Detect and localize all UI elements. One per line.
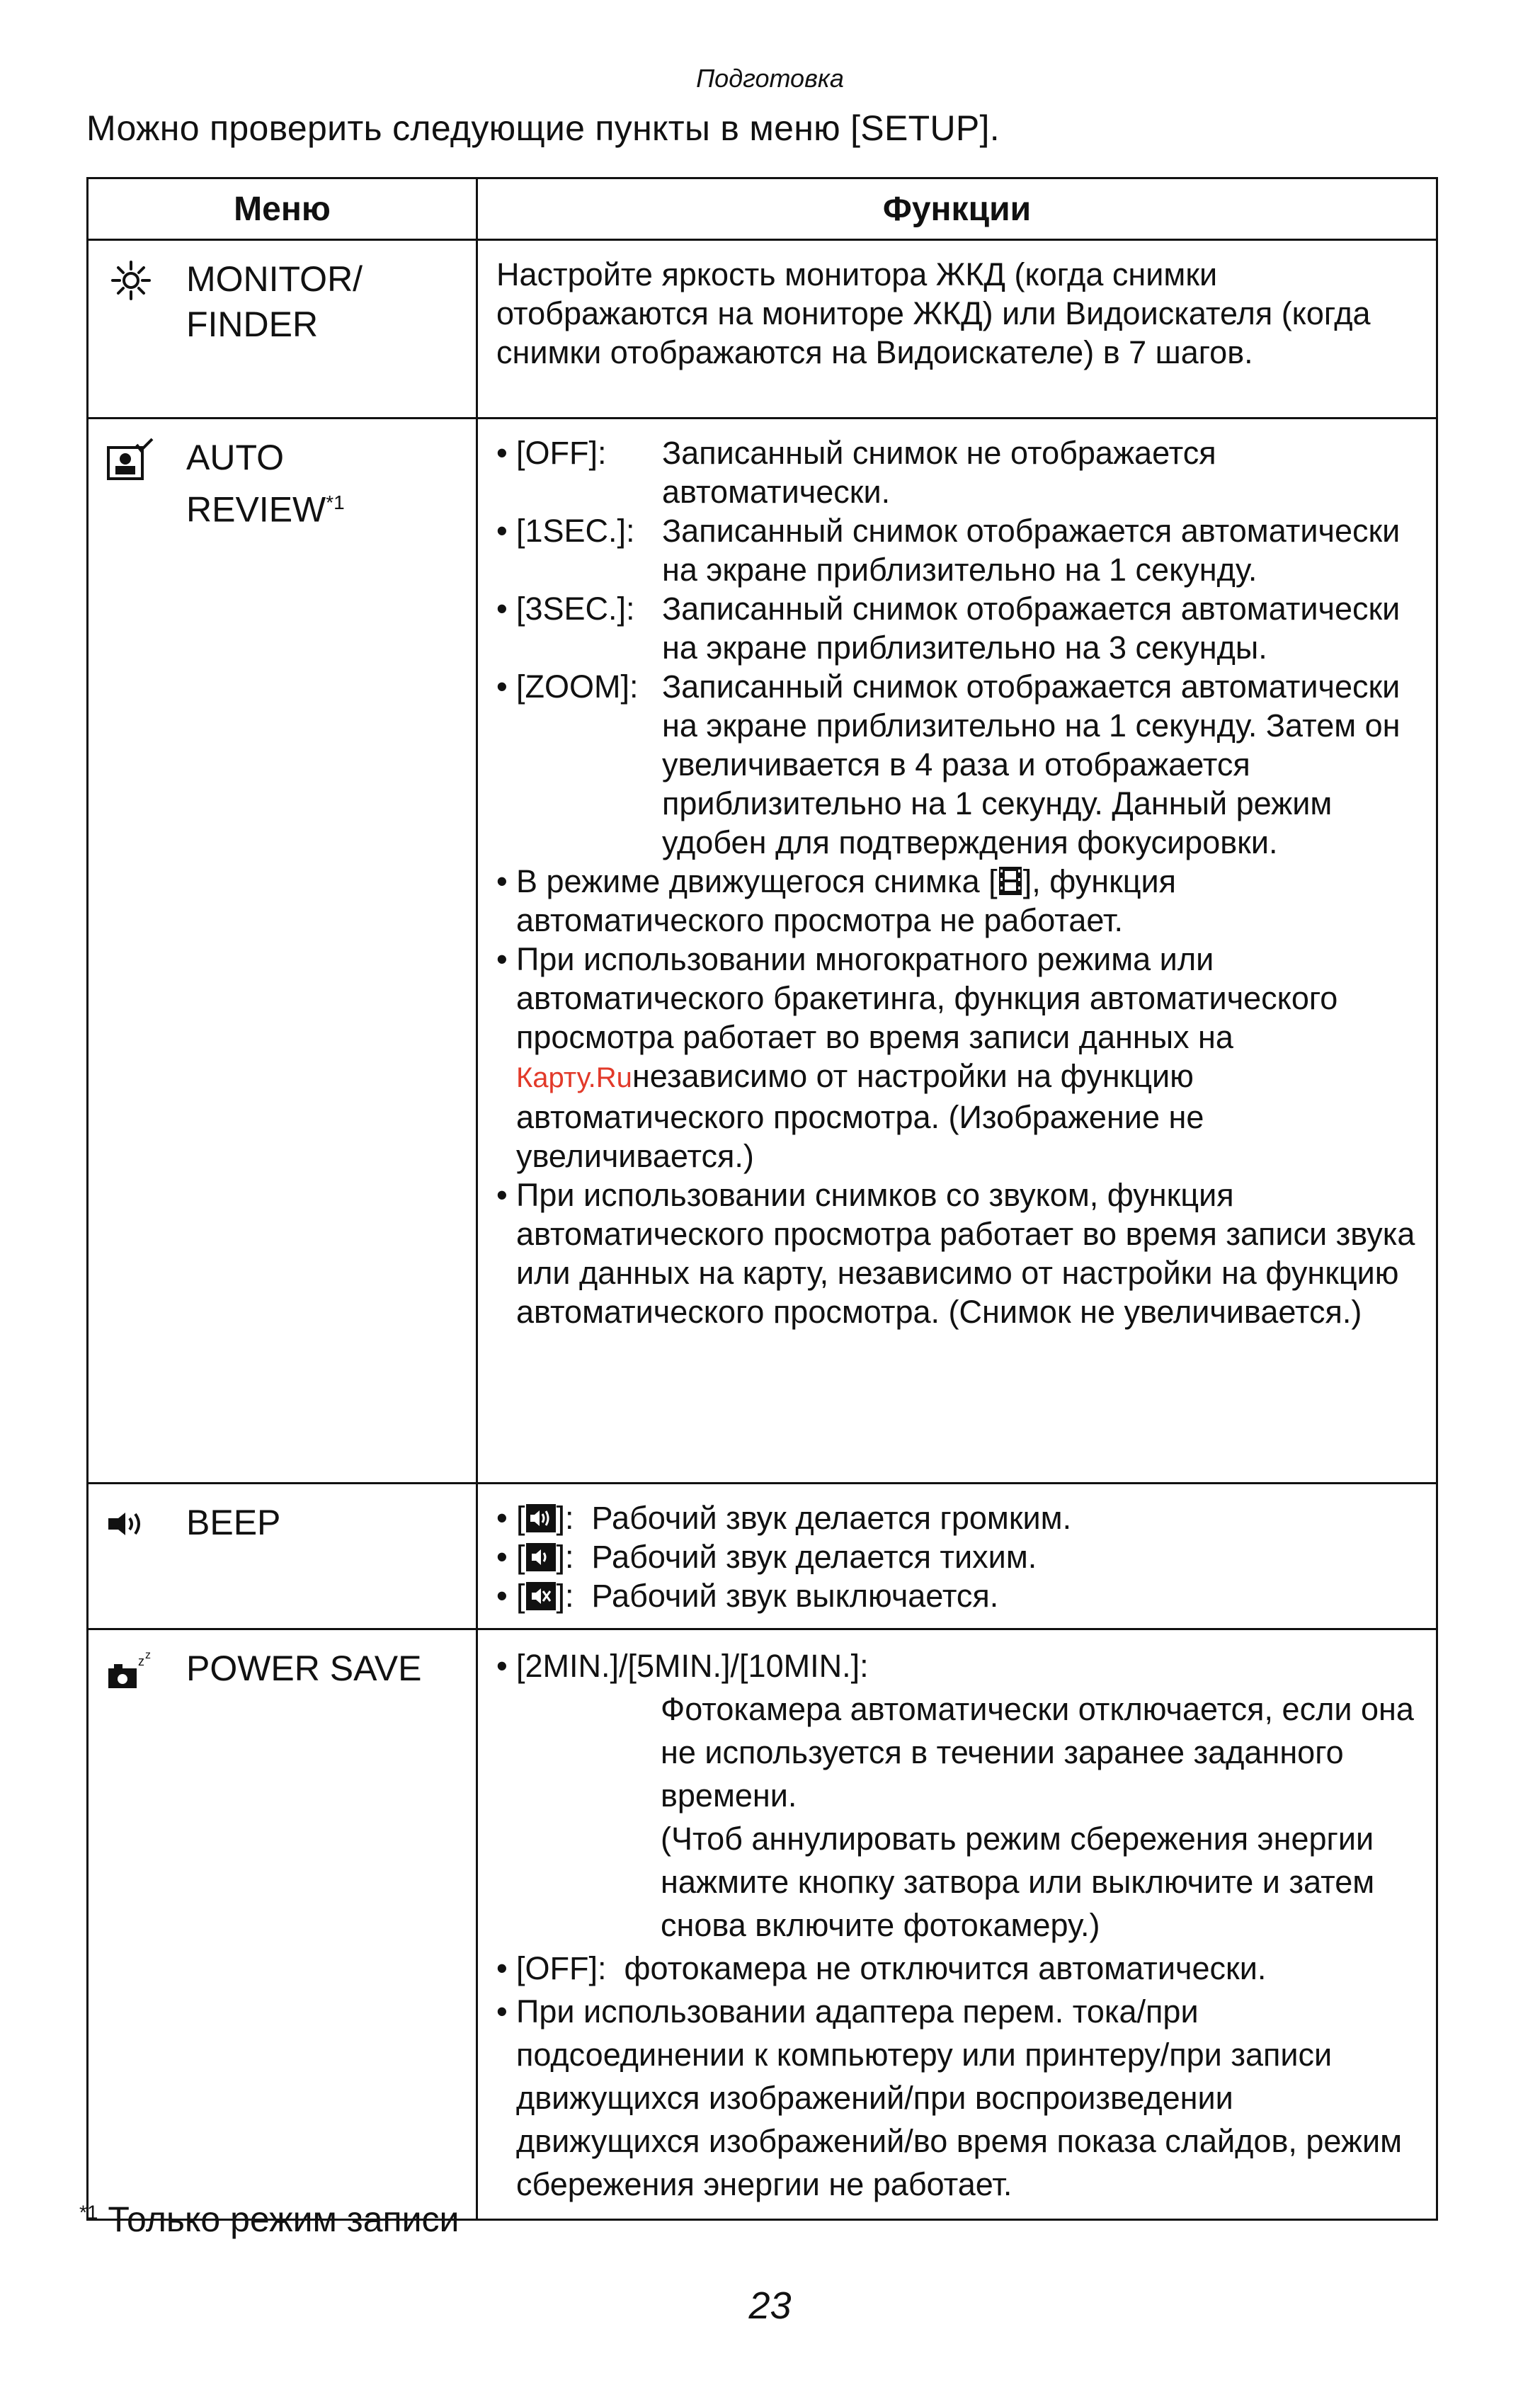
option-description: Рабочий звук выключается.: [591, 1578, 999, 1614]
option-key: [OFF]:: [516, 435, 607, 471]
function-cell-beep: [477, 1484, 1437, 1629]
table-header-row: [88, 178, 1437, 240]
footnote: [79, 2199, 459, 2240]
menu-cell-beep: [88, 1484, 477, 1629]
function-cell-monitor: [477, 240, 1437, 419]
brightness-sun-icon: [104, 259, 158, 304]
section-header: Подготовка: [696, 64, 844, 93]
setup-menu-table: [86, 177, 1438, 2221]
footnote-mark: *1: [79, 2201, 98, 2224]
option-description: Фотокамера автоматически отключается, если она не используется в течении заранее заданного времени.: [661, 1691, 1414, 1814]
note-burst-mode: • При использовании многократного режима или автоматического бракетинга, функция автоматического просмотра работает во время записи данных на Карту.Ruнезависимо от настройки на функцию автоматического просмотра. (Изображение не увеличивается.): [496, 941, 1338, 1174]
note-text: При использовании многократного режима или автоматического бракетинга, функция автоматического просмотра работает во время записи данных на: [516, 941, 1338, 1055]
menu-label-finder: FINDER: [186, 304, 319, 344]
menu-label-review: REVIEW: [186, 489, 326, 530]
speaker-volume-icon: [104, 1503, 158, 1548]
footnote-text: Только режим записи: [108, 2199, 460, 2239]
svg-text:z: z: [145, 1649, 151, 1661]
note-text: При использовании адаптера перем. тока/при подсоединении к компьютеру или принтеру/при записи движущихся изображений/при воспроизведении движущихся изображений/во время показа слайдов, режим сбережения энергии не работает.: [516, 1993, 1403, 2202]
footnote-reference: *1: [326, 491, 345, 513]
table-row-auto-review: [88, 419, 1437, 1484]
option-description: (Чтоб аннулировать режим сбережения энергии нажмите кнопку затвора или выключите и затем снова включите фотокамеру.): [661, 1821, 1375, 1943]
option-key: [1SEC.]:: [516, 513, 635, 549]
monitor-description: Настройте яркость монитора ЖКД (когда снимки отображаются на мониторе ЖКД) или Видоискателя (когда снимки отображаются на Видоискателе) в 7 шагов.: [496, 256, 1371, 370]
option-minutes: • [2MIN.]/[5MIN.]/[10MIN.]:: [496, 1644, 1423, 1687]
option-description: Записанный снимок отображается автоматически на экране приблизительно на 3 секунды.: [662, 591, 1401, 666]
option-off: • [OFF]: Записанный снимок не отображается автоматически.: [496, 433, 1423, 511]
menu-cell-power-save: [88, 1629, 477, 2220]
table-row-power-save: [88, 1629, 1437, 2220]
table-row-beep: [88, 1484, 1437, 1629]
option-key: [3SEC.]:: [516, 591, 635, 627]
watermark: Карту.Ru: [516, 1062, 632, 1093]
speaker-quiet-icon: [525, 1542, 557, 1572]
option-description: Записанный снимок отображается автоматически на экране приблизительно на 1 секунду.: [662, 513, 1401, 588]
svg-text:z: z: [138, 1654, 144, 1668]
column-header-functions: Функции: [477, 178, 1437, 240]
menu-label-power-save: POWER SAVE: [186, 1649, 422, 1688]
column-header-menu: Меню: [88, 178, 477, 240]
note-text: независимо от настройки на функцию автоматического просмотра. (Изображение не увеличивается.): [516, 1058, 1204, 1174]
option-zoom: • [ZOOM]: Записанный снимок отображается автоматически на экране приблизительно на 1 секунду. Затем он увеличивается в 4 раза и отображается приблизительно на 1 секунду. Данный режим удобен для подтверждения фокусировки.: [496, 667, 1423, 862]
page-number: 23: [748, 2284, 792, 2327]
option-description: Рабочий звук делается тихим.: [591, 1539, 1037, 1575]
camera-sleep-icon: [104, 1649, 158, 1694]
option-3sec: • [3SEC.]: Записанный снимок отображается автоматически на экране приблизительно на 3 секунды.: [496, 589, 1423, 667]
menu-label-beep: BEEP: [186, 1503, 281, 1542]
function-cell-auto-review: [477, 419, 1437, 1484]
speaker-mute-icon: [525, 1581, 557, 1611]
option-off: • [OFF]: фотокамера не отключится автоматически.: [496, 1950, 1267, 1986]
option-beep-off: • [ ]: Рабочий звук выключается.: [496, 1578, 999, 1614]
option-description: фотокамера не отключится автоматически.: [624, 1950, 1267, 1986]
menu-label-monitor: MONITOR/: [186, 259, 363, 299]
menu-label-auto: AUTO: [186, 438, 284, 477]
menu-cell-auto-review: [88, 419, 477, 1484]
function-cell-power-save: [477, 1629, 1437, 2220]
movie-mode-icon: [998, 865, 1023, 896]
option-key: [OFF]:: [516, 1950, 607, 1986]
option-minutes-description: [661, 1687, 1423, 1947]
option-beep-loud: • [ ]: Рабочий звук делается громким.: [496, 1500, 1072, 1536]
option-1sec: • [1SEC.]: Записанный снимок отображается автоматически на экране приблизительно на 1 секунду.: [496, 511, 1423, 589]
speaker-loud-icon: [525, 1503, 557, 1533]
menu-cell-monitor: [88, 240, 477, 419]
note-movie-mode: • В режиме движущегося снимка [ ], функция автоматического просмотра не работает.: [496, 863, 1177, 938]
note-text: ], функция автоматического просмотра не работает.: [516, 863, 1177, 938]
note-text: В режиме движущегося снимка [: [516, 863, 998, 899]
option-description: Записанный снимок отображается автоматически на экране приблизительно на 1 секунду. Затем он увеличивается в 4 раза и отображается приблизительно на 1 секунду. Данный режим удобен для подтверждения фокусировки.: [662, 668, 1401, 860]
note-power-save: • При использовании адаптера перем. тока/при подсоединении к компьютеру или принтеру/при записи движущихся изображений/при воспроизведении движущихся изображений/во время показа слайдов, режим сбережения энергии не работает.: [496, 1990, 1423, 2206]
option-description: Рабочий звук делается громким.: [591, 1500, 1072, 1536]
option-beep-quiet: • [ ]: Рабочий звук делается тихим.: [496, 1539, 1037, 1575]
intro-text: Можно проверить следующие пункты в меню [SETUP].: [86, 108, 1000, 148]
note-audio-mode: • При использовании снимков со звуком, функция автоматического просмотра работает во время записи звука или данных на карту, независимо от настройки на функцию автоматического просмотра. (Снимок не увеличивается.): [496, 1176, 1423, 1331]
option-key: [2MIN.]/[5MIN.]/[10MIN.]:: [516, 1648, 869, 1684]
auto-review-icon: [104, 438, 158, 483]
option-key: [ZOOM]:: [516, 668, 639, 705]
note-text: При использовании снимков со звуком, функция автоматического просмотра работает во время записи звука или данных на карту, независимо от настройки на функцию автоматического просмотра. (Снимок не увеличивается.): [516, 1177, 1415, 1330]
option-description: Записанный снимок не отображается автоматически.: [662, 435, 1216, 510]
table-row-monitor: [88, 240, 1437, 419]
